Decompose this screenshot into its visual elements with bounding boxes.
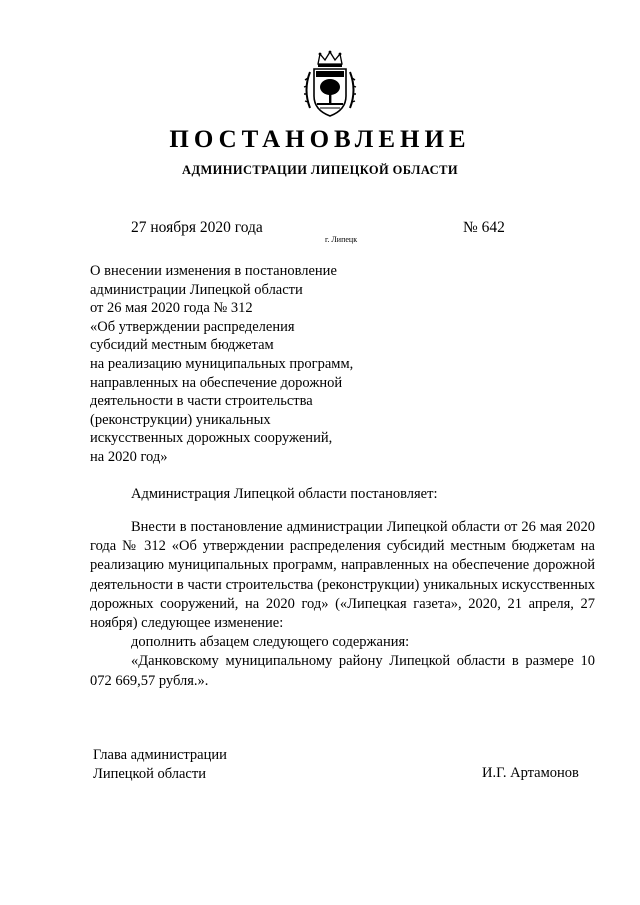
signer-position	[93, 746, 227, 784]
subject-line: «Об утверждении распределения	[90, 318, 295, 335]
subject-line: на реализацию муниципальных программ,	[90, 355, 354, 372]
preamble: Администрация Липецкой области постановляет:	[131, 486, 438, 502]
subject-line: администрации Липецкой области	[90, 281, 303, 298]
subject-line: деятельности в части строительства	[90, 393, 313, 410]
document-number: № 642	[463, 219, 505, 236]
document-body	[90, 518, 595, 691]
coat-of-arms-icon	[300, 50, 360, 120]
subject-line: О внесении изменения в постановление	[90, 263, 337, 279]
subject-line: направленных на обеспечение дорожной	[90, 374, 343, 391]
subject-line: на 2020 год»	[90, 448, 168, 465]
subject-line: от 26 мая 2020 года № 312	[90, 300, 253, 317]
signer-position-line: Липецкой области	[93, 766, 206, 783]
document-subject	[90, 262, 390, 467]
document-title: ПОСТАНОВЛЕНИЕ	[169, 126, 471, 153]
body-paragraph: Внести в постановление администрации Липецкой области от 26 мая 2020 года № 312 «Об утверждении распределения субсидий местным бюджетам на реализацию муниципальных программ, направленных на обеспечение дорожной деятельности в части строительства (реконструкции) уникальных искусственных дорожных сооружений, на 2020 год» («Липецкая газета», 2020, 21 апреля, 27 ноября) следующее изменение:	[90, 519, 595, 632]
signer-name: И.Г. Артамонов	[482, 765, 579, 781]
document-subtitle: АДМИНИСТРАЦИИ ЛИПЕЦКОЙ ОБЛАСТИ	[182, 163, 458, 177]
subject-line: (реконструкции) уникальных	[90, 411, 271, 428]
subject-line: искусственных дорожных сооружений,	[90, 430, 333, 447]
body-paragraph: дополнить абзацем следующего содержания:	[131, 634, 410, 651]
document-date: 27 ноября 2020 года	[131, 219, 263, 236]
signer-position-line: Глава администрации	[93, 747, 227, 763]
body-paragraph: «Данковскому муниципальному району Липецкой области в размере 10 072 669,57 рубля.».	[90, 653, 595, 689]
document-city: г. Липецк	[325, 235, 358, 244]
subject-line: субсидий местным бюджетам	[90, 337, 274, 354]
